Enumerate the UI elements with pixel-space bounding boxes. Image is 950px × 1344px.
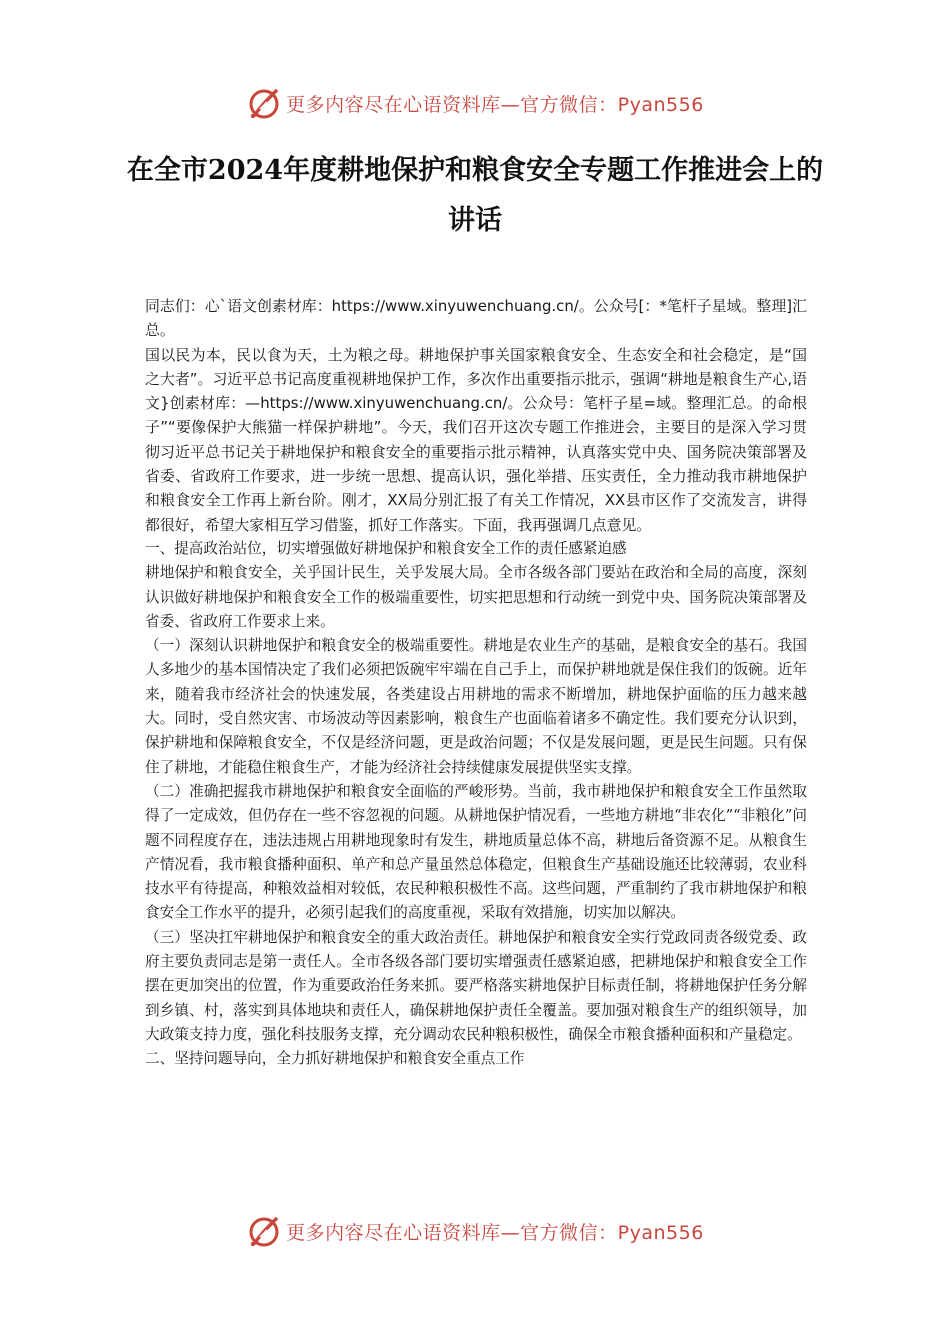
paragraph-subsection-1: （一）深刻认识耕地保护和粮食安全的极端重要性。耕地是农业生产的基础，是粮食安全的基石。我国人多地少的基本国情决定了我们必须把饭碗牢牢端在自己手上，而保护耕地就是保住我们的饭碗。近年来，随着我市经济社会的快速发展，各类建设占用耕地的需求不断增加，耕地保护面临的压力越来越大。同时，受自然灾害、市场波动等因素影响，粮食生产也面临着诸多不确定性。我们要充分认识到，保护耕地和保障粮食安全，不仅是经济问题，更是政治问题；不仅是发展问题，更是民生问题。只有保住了耕地，才能稳住粮食生产，才能为经济社会持续健康发展提供坚实支撑。 (145, 637, 807, 776)
paragraph-intro: 国以民为本，民以食为天，土为粮之母。耕地保护事关国家粮食安全、生态安全和社会稳定，是“国之大者”。习近平总书记高度重视耕地保护工作，多次作出重要指示批示，强调“耕地是粮食生产心,语文}创素材库：—https://www.xinyuwenchuang.cn/。公众号：笔杆子星=域。整理汇总。的命根子”“要像保护大熊猫一样保护耕地”。今天，我们召开这次专题工作推进会，主要目的是深入学习贯彻习近平总书记关于耕地保护和粮食安全的重要指示批示精神，认真落实党中央、国务院决策部署及省委、省政府工作要求，进一步统一思想、提高认识，强化举措、压实责任，全力推动我市耕地保护和粮食安全工作再上新台阶。刚才，XX局分别汇报了有关工作情况，XX县市区作了交流发言，讲得都很好，希望大家相互学习借鉴，抓好工作落实。下面，我再强调几点意见。 (145, 345, 807, 534)
paragraph-subsection-2: （二）准确把握我市耕地保护和粮食安全面临的严峻形势。当前，我市耕地保护和粮食安全工作虽然取得了一定成效，但仍存在一些不容忽视的问题。从耕地保护情况看，一些地方耕地“非农化”“非粮化”问题不同程度存在，违法违规占用耕地现象时有发生，耕地质量总体不高，耕地后备资源不足。从粮食生产情况看，我市粮食播种面积、单产和总产量虽然总体稳定，但粮食生产基础设施还比较薄弱，农业科技水平有待提高，种粮效益相对较低，农民种粮积极性不高。这些问题，严重制约了我市耕地保护和粮食安全工作水平的提升，必须引起我们的高度重视，采取有效措施，切实加以解决。 (145, 782, 807, 922)
brush-logo-icon (246, 85, 282, 121)
document-body (145, 294, 807, 1072)
brush-logo-icon (246, 1213, 282, 1249)
heading-section-1: 一、提高政治站位，切实增强做好耕地保护和粮食安全工作的责任感紧迫感 (145, 539, 627, 557)
heading-section-2: 二、坚持问题导向，全力抓好耕地保护和粮食安全重点工作 (145, 1050, 525, 1068)
header-banner (0, 83, 950, 123)
paragraph-salutation: 同志们：心`语文创素材库：https://www.xinyuwenchuang.cn/。公众号[：*笔杆子星域。整理]汇总。 (145, 297, 807, 340)
footer-banner (0, 1211, 950, 1251)
footer-banner-text: 更多内容尽在心语资料库—官方微信：Pyan556 (286, 1221, 704, 1244)
header-banner-text: 更多内容尽在心语资料库—官方微信：Pyan556 (286, 93, 704, 116)
paragraph-subsection-3: （三）坚决扛牢耕地保护和粮食安全的重大政治责任。耕地保护和粮食安全实行党政同责各级党委、政府主要负责同志是第一责任人。全市各级各部门要切实增强责任感紧迫感，把耕地保护和粮食安全工作摆在更加突出的位置，作为重要政治任务来抓。要严格落实耕地保护目标责任制，将耕地保护任务分解到乡镇、村，落实到具体地块和责任人，确保耕地保护责任全覆盖。要加强对粮食生产的组织领导，加大政策支持力度，强化科技服务支撑，充分调动农民种粮积极性，确保全市粮食播种面积和产量稳定。 (145, 928, 807, 1043)
document-title: 在全市2024年度耕地保护和粮食安全专题工作推进会上的讲话 (126, 155, 824, 236)
paragraph-section-1-intro: 耕地保护和粮食安全，关乎国计民生，关乎发展大局。全市各级各部门要站在政治和全局的高度，深刻认识做好耕地保护和粮食安全工作的极端重要性，切实把思想和行动统一到党中央、国务院决策部署及省委、省政府工作要求上来。 (145, 564, 807, 630)
